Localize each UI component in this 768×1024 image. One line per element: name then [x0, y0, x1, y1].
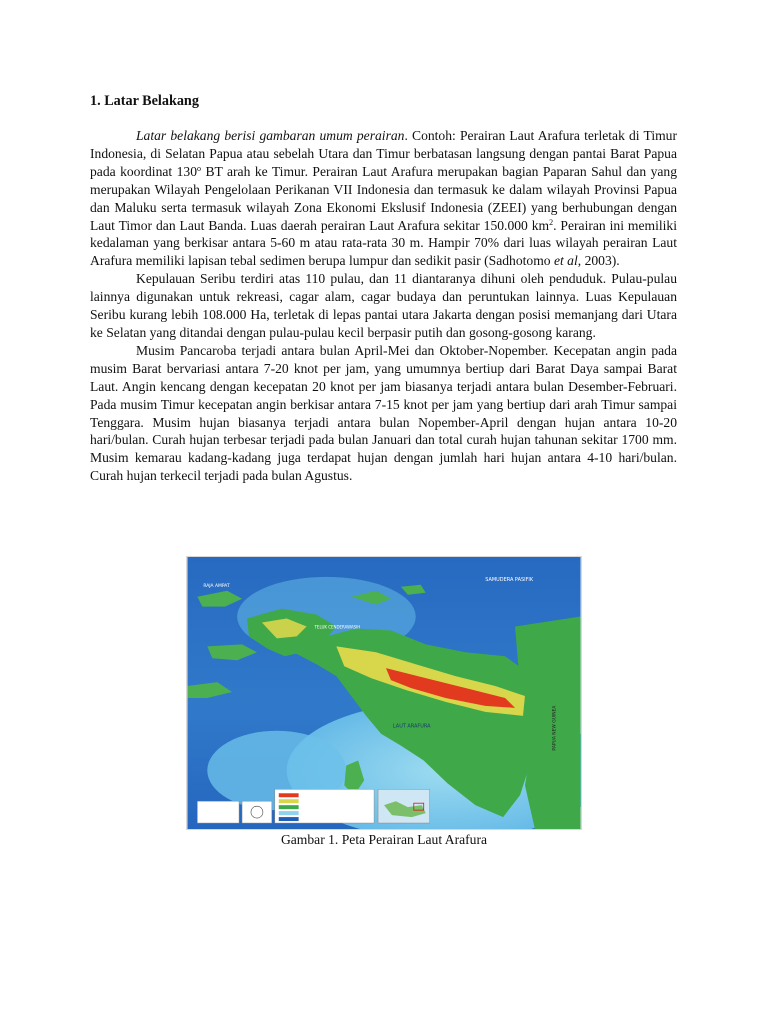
p1-text-a: . Contoh: Perairan Laut Arafura terletak di Timur Indonesia, di Selatan Papua atau sebelah Utara dan Timur berbatasan langsung dengan pantai Barat Papua pada koordinat 130 [90, 128, 677, 179]
paragraph-kepulauan-seribu: Kepulauan Seribu terdiri atas 110 pulau, dan 11 diantaranya dihuni oleh penduduk. Pulau-pulau lainnya digunakan untuk rekreasi, cagar alam, cagar budaya dan peruntukan lainnya. Luas Kepulauan Seribu kurang lebih 108.000 Ha, terletak di lepas pantai utara Jakarta dengan posisi memanjang dari Utara ke Selatan yang ditandai dengan pulau-pulau kecil berpasir putih dan gosong-gosong karang. [90, 271, 677, 340]
figure-map [186, 556, 582, 848]
paragraph-arafura [90, 127, 677, 270]
map-title-box [197, 801, 239, 823]
label-teluk-cenderawasih: TELUK CENDERAWASIH [314, 624, 361, 630]
label-papua-new-guinea: PAPUA NEW GUINEA [552, 705, 558, 751]
label-samudera-pasifik: SAMUDERA PASIFIK [485, 576, 534, 583]
figure-caption: Gambar 1. Peta Perairan Laut Arafura [280, 832, 488, 847]
et-al-italic: et al [553, 253, 578, 269]
degree-superscript: o [197, 163, 202, 173]
section-heading: 1. Latar Belakang [90, 93, 199, 109]
p1-text-c: . Perairan ini memiliki kedalaman yang berkisar antara 5-60 m atau rata-rata 30 m. Hampir 70% dari luas wilayah perairan Laut Arafura memiliki lapisan tebal sedimen berupa lumpur dan sedikit pasir (Sadhotomo [90, 217, 677, 269]
p1-text-d: , 2003). [577, 253, 620, 269]
arafura-map-image [186, 556, 582, 830]
paragraph-musim: Musim Pancaroba terjadi antara bulan April-Mei dan Oktober-Nopember. Kecepatan angin pada musim Barat bervariasi antara 7-20 knot per jam, yang umumnya bertiup dari Barat Daya sampai Barat Laut. Angin kencang dengan kecepatan 20 knot per jam biasanya terjadi antara bulan Desember-Februari. Pada musim Timur kecepatan angin berkisar antara 7-15 knot per jam yang bertiup dari arah Timur sampai Tenggara. Musim hujan biasanya terjadi antara bulan Nopember-April dengan hujan antara 10-20 hari/bulan. Curah hujan terbesar terjadi pada bulan Januari dan total curah hujan tahunan sekitar 1700 mm. Musim kemarau kadang-kadang juga terdapat hujan dengan jumlah hari hujan antara 4-10 hari/bulan. Curah hujan terkecil terjadi pada bulan Agustus. [90, 342, 677, 484]
label-laut-arafura: LAUT ARAFURA [392, 723, 431, 730]
italic-lead: Latar belakang berisi gambaran umum perairan [136, 128, 405, 143]
km-superscript: 2 [549, 217, 554, 227]
p1-text-b: BT arah ke Timur. Perairan Laut Arafura merupakan bagian Paparan Sahul dan yang merupakan Wilayah Pengelolaan Perikanan VII Indonesia dan termasuk ke dalam wilayah Provinsi Papua dan Maluku serta termasuk wilayah Zona Ekonomi Ekslusif Indonesia (ZEEI) yang berhubungan dengan Laut Timor dan Laut Banda. Luas daerah perairan Laut Arafura sekitar 150.000 km [90, 163, 677, 233]
document-body [90, 92, 677, 485]
label-raja-ampat: RAJA AMPAT [203, 583, 230, 589]
